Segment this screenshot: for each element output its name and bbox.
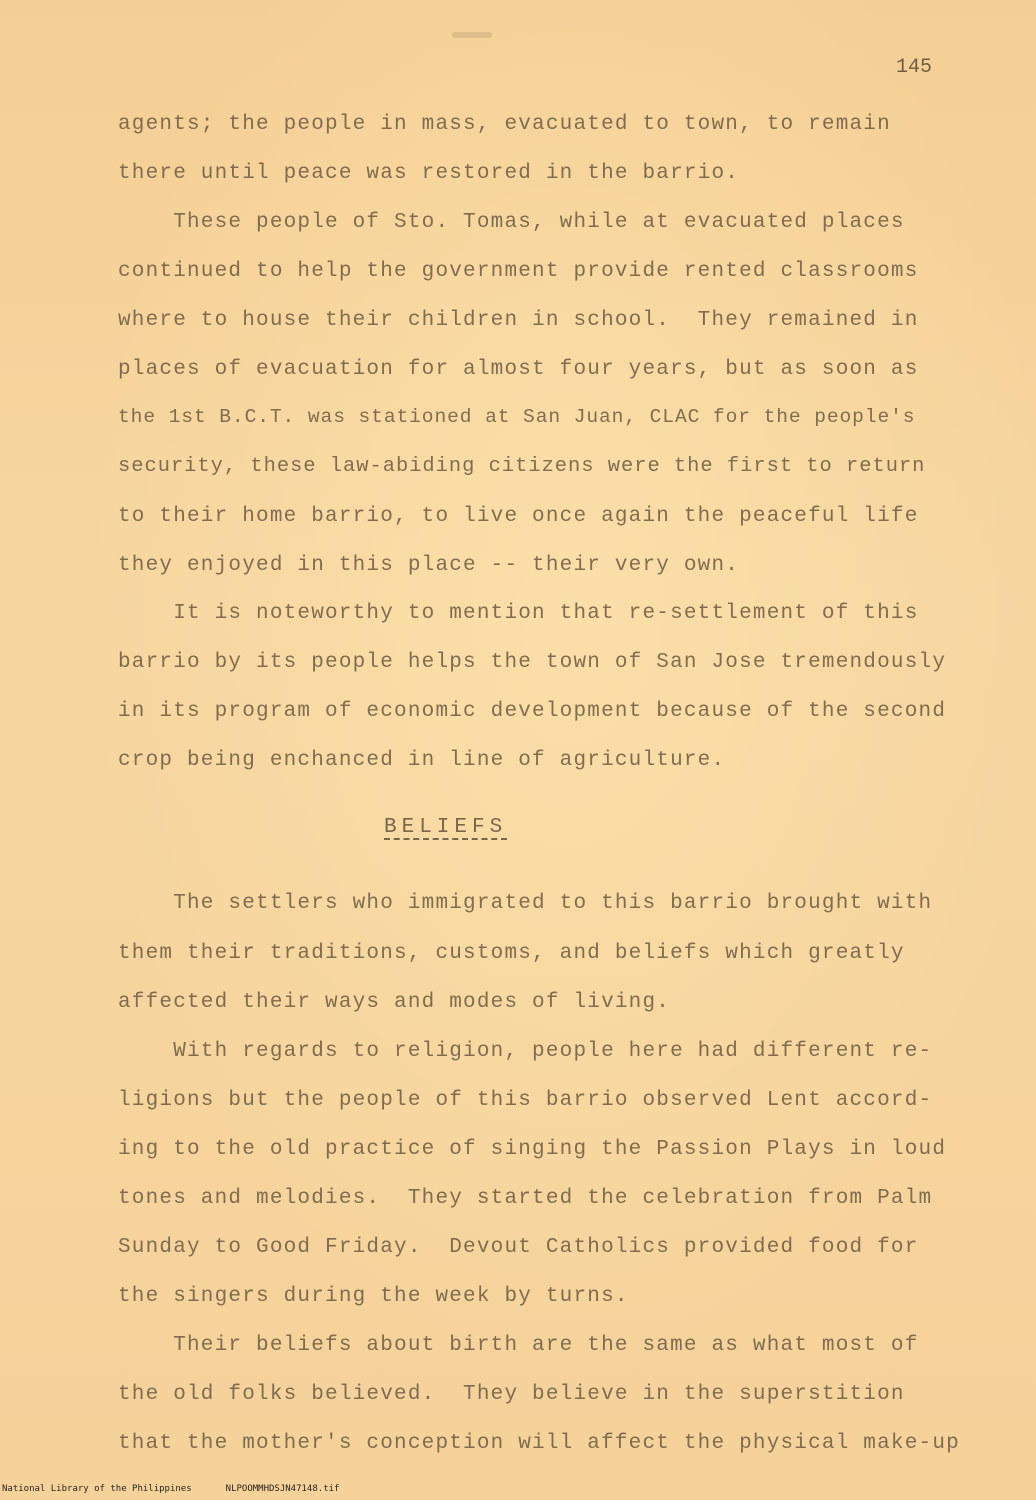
text-line: places of evacuation for almost four years, but as soon as bbox=[118, 358, 919, 381]
text-line: barrio by its people helps the town of San Jose tremendously bbox=[118, 651, 947, 674]
section-heading: BELIEFS bbox=[384, 816, 508, 839]
scan-footer bbox=[2, 1484, 339, 1494]
text-line: Their beliefs about birth are the same as what most of bbox=[118, 1334, 919, 1357]
text-line: ligions but the people of this barrio observed Lent accord- bbox=[118, 1089, 933, 1112]
text-line: they enjoyed in this place -- their very own. bbox=[118, 554, 740, 577]
text-line: that the mother's conception will affect the physical make-up bbox=[118, 1432, 960, 1455]
file-name: NLPOOMMHDSJN47148.tif bbox=[225, 1484, 340, 1494]
text-line: agents; the people in mass, evacuated to town, to remain bbox=[118, 113, 891, 136]
text-line: to their home barrio, to live once again the peaceful life bbox=[118, 505, 919, 528]
text-line: security, these law-abiding citizens were the first to return bbox=[118, 455, 926, 478]
text-line: ing to the old practice of singing the Passion Plays in loud bbox=[118, 1138, 947, 1161]
text-line: It is noteworthy to mention that re-settlement of this bbox=[118, 602, 919, 625]
text-line: These people of Sto. Tomas, while at evacuated places bbox=[118, 211, 905, 234]
text-line: With regards to religion, people here had different re- bbox=[118, 1040, 933, 1063]
text-line: in its program of economic development because of the second bbox=[118, 700, 947, 723]
text-line: affected their ways and modes of living. bbox=[118, 991, 671, 1014]
text-line: the old folks believed. They believe in the superstition bbox=[118, 1383, 905, 1406]
text-line: tones and melodies. They started the celebration from Palm bbox=[118, 1187, 933, 1210]
page-number: 145 bbox=[896, 56, 933, 79]
text-line: the singers during the week by turns. bbox=[118, 1285, 629, 1308]
text-line: continued to help the government provide rented classrooms bbox=[118, 260, 919, 283]
text-line: crop being enchanced in line of agriculture. bbox=[118, 749, 726, 772]
library-label: National Library of the Philippines bbox=[2, 1484, 192, 1494]
text-line: where to house their children in school. They remained in bbox=[118, 309, 919, 332]
text-line: Sunday to Good Friday. Devout Catholics provided food for bbox=[118, 1236, 919, 1259]
text-line: the 1st B.C.T. was stationed at San Juan, CLAC for the people's bbox=[118, 406, 916, 428]
text-line: them their traditions, customs, and beliefs which greatly bbox=[118, 942, 905, 965]
text-line: The settlers who immigrated to this barrio brought with bbox=[118, 892, 933, 915]
text-line: there until peace was restored in the barrio. bbox=[118, 162, 740, 185]
